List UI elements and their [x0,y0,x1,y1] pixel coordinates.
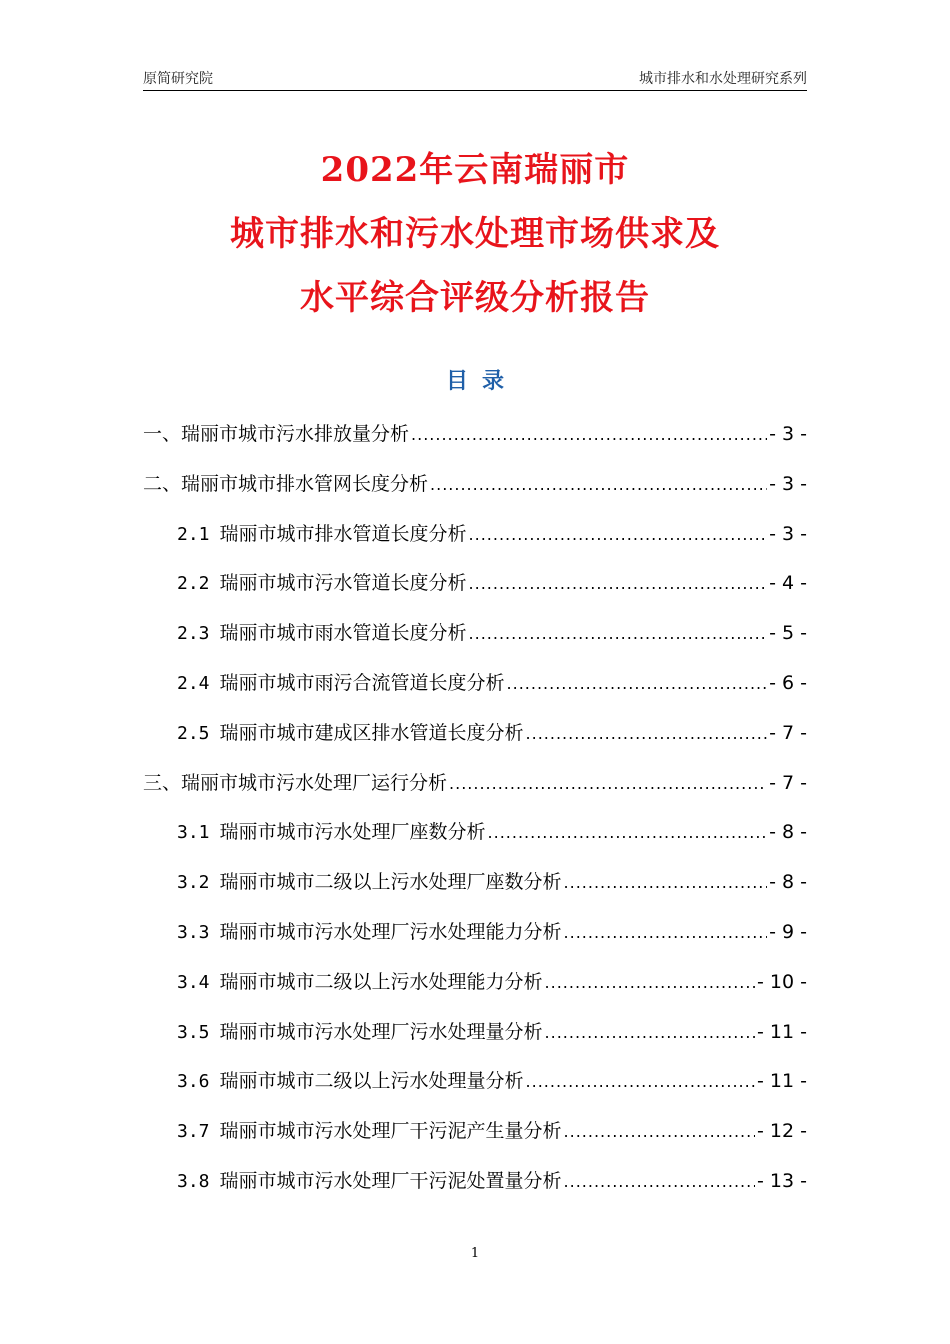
toc-entry-page: - 3 - [769,423,807,445]
toc-leader-dots [449,759,767,809]
toc-entry-label: 瑞丽市城市二级以上污水处理厂座数分析 [219,871,562,894]
toc-entry[interactable] [143,1008,807,1058]
toc-entry-page: - 13 - [757,1169,807,1192]
toc-leader-dots [564,1157,756,1207]
toc-entry-label: 瑞丽市城市二级以上污水处理量分析 [219,1070,524,1093]
report-title [0,138,950,330]
toc-entry-number: 3.5 [177,1021,210,1043]
toc-entry-label: 瑞丽市城市污水处理厂干污泥产生量分析 [219,1120,562,1143]
toc-leader-dots [526,1057,756,1107]
toc-entry[interactable] [143,659,807,709]
toc-entry-label: 瑞丽市城市污水管道长度分析 [219,572,467,595]
toc-entry-number: 3.1 [177,822,210,844]
toc-entry-page: - 12 - [757,1120,807,1143]
toc-entry[interactable] [143,609,807,659]
toc-leader-dots [545,958,756,1008]
toc-entry-number: 2.5 [177,722,210,744]
toc-entry-label: 二、瑞丽市城市排水管网长度分析 [143,472,429,495]
toc-leader-dots [564,908,768,958]
toc-entry[interactable] [143,510,807,560]
toc-leader-dots [507,659,768,709]
toc-leader-dots [488,808,768,858]
toc-entry-label: 瑞丽市城市雨水管道长度分析 [219,622,467,645]
toc-entry[interactable] [143,1107,807,1157]
toc-leader-dots [411,410,767,460]
toc-entry[interactable] [143,410,807,460]
toc-entry-page: - 11 - [757,1020,807,1043]
toc-entry-page: - 7 - [769,771,807,794]
toc-entry-label: 瑞丽市城市污水处理厂干污泥处置量分析 [219,1169,562,1192]
header-right: 城市排水和水处理研究系列 [639,71,807,87]
toc-entry-number: 3.3 [177,921,210,943]
toc-entry-number: 3.7 [177,1121,210,1143]
toc-entry-number: 2.4 [177,672,210,694]
toc-entry-number: 2.1 [177,523,210,545]
toc-entry-label: 瑞丽市城市污水处理厂污水处理量分析 [219,1020,543,1043]
toc-entry-page: - 4 - [769,572,807,595]
table-of-contents [143,410,807,1207]
toc-heading: 目录 [445,369,518,394]
toc-entry[interactable] [143,559,807,609]
toc-entry-page: - 8 - [769,821,807,844]
toc-entry[interactable] [143,908,807,958]
toc-entry[interactable] [143,1057,807,1107]
header-left: 原简研究院 [143,71,213,87]
toc-entry-page: - 11 - [757,1070,807,1093]
toc-entry-page: - 10 - [757,970,807,993]
toc-entry-label: 瑞丽市城市建成区排水管道长度分析 [219,721,524,744]
toc-entry-page: - 3 - [769,522,807,545]
toc-entry-label: 三、瑞丽市城市污水处理厂运行分析 [143,771,448,794]
toc-entry-label: 一、瑞丽市城市污水排放量分析 [143,423,410,445]
toc-leader-dots [564,858,768,908]
toc-entry-number: 3.8 [177,1170,210,1192]
page-number: 1 [470,1246,480,1261]
toc-leader-dots [469,510,768,560]
title-line-1: 2022年云南瑞丽市 [320,150,630,190]
toc-entry[interactable] [143,460,807,510]
toc-entry-page: - 3 - [769,472,807,495]
toc-entry-page: - 8 - [769,871,807,894]
toc-leader-dots [469,609,768,659]
toc-entry-number: 3.6 [177,1071,210,1093]
toc-entry-page: - 5 - [769,622,807,645]
toc-entry-label: 瑞丽市城市排水管道长度分析 [219,522,467,545]
toc-leader-dots [545,1008,756,1058]
toc-leader-dots [564,1107,756,1157]
toc-leader-dots [469,559,768,609]
toc-entry-label: 瑞丽市城市污水处理厂座数分析 [219,821,486,844]
page-header [143,66,807,91]
toc-entry-label: 瑞丽市城市二级以上污水处理能力分析 [219,970,543,993]
toc-entry-page: - 9 - [769,920,807,943]
toc-entry[interactable] [143,808,807,858]
toc-entry-number: 3.2 [177,872,210,894]
toc-entry[interactable] [143,709,807,759]
toc-entry-label: 瑞丽市城市污水处理厂污水处理能力分析 [219,920,562,943]
toc-entry-number: 2.3 [177,623,210,645]
toc-leader-dots [430,460,767,510]
toc-leader-dots [526,709,768,759]
title-line-3: 水平综合评级分析报告 [300,278,650,318]
toc-entry-page: - 6 - [769,671,807,694]
title-line-2: 城市排水和污水处理市场供求及 [230,214,720,254]
toc-entry[interactable] [143,1157,807,1207]
toc-entry[interactable] [143,958,807,1008]
toc-entry[interactable] [143,858,807,908]
toc-entry-number: 3.4 [177,971,210,993]
toc-entry-number: 2.2 [177,573,210,595]
toc-entry-page: - 7 - [769,721,807,744]
toc-entry-label: 瑞丽市城市雨污合流管道长度分析 [219,671,505,694]
toc-entry[interactable] [143,759,807,809]
